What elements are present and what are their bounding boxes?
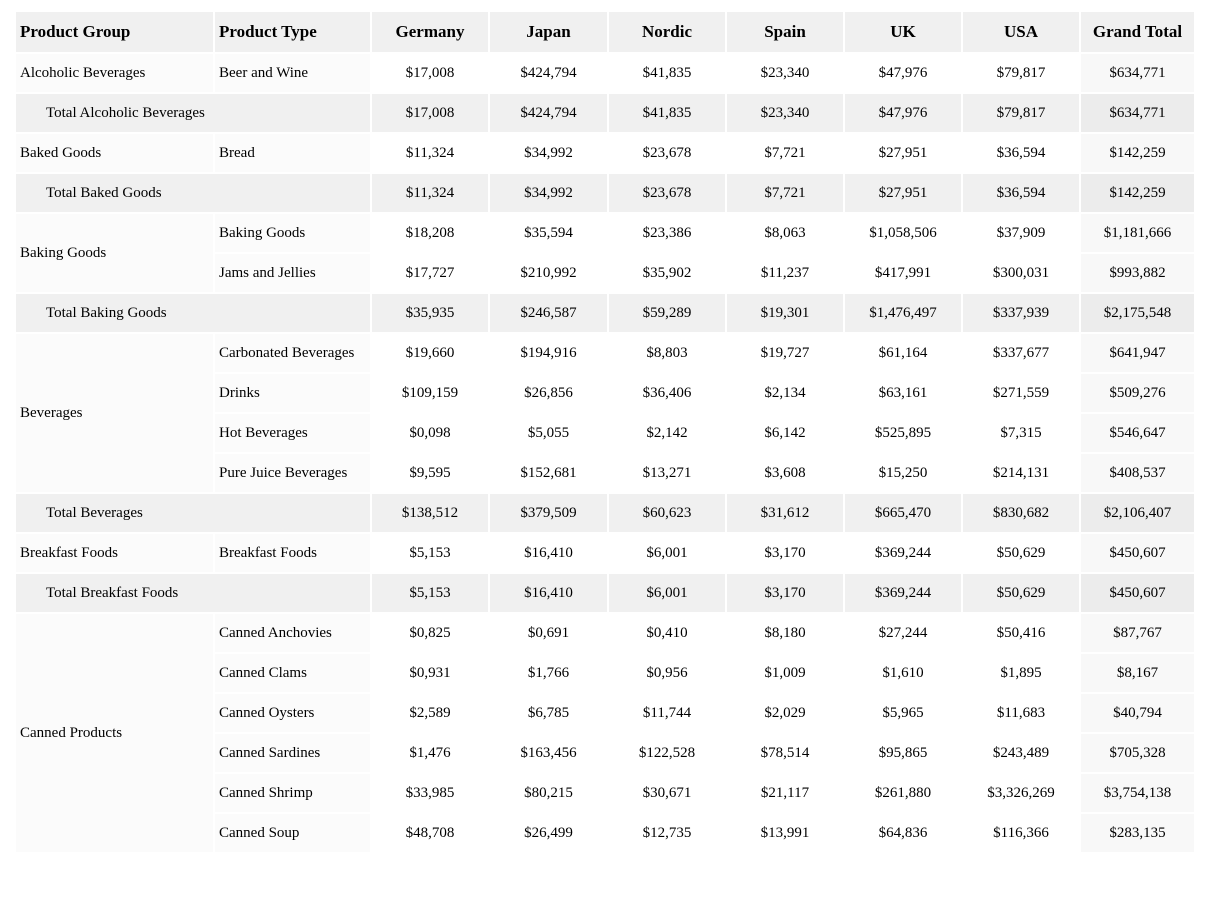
total-value-cell: $27,951 xyxy=(844,173,962,213)
total-value-cell: $34,992 xyxy=(489,173,608,213)
total-row xyxy=(15,573,1195,613)
grand-total-value-cell: $40,794 xyxy=(1080,693,1195,733)
value-cell: $194,916 xyxy=(489,333,608,373)
value-cell: $61,164 xyxy=(844,333,962,373)
value-cell: $50,629 xyxy=(962,533,1080,573)
product-type-cell: Beer and Wine xyxy=(214,53,371,93)
group-cell: Beverages xyxy=(15,333,214,493)
value-cell: $17,727 xyxy=(371,253,489,293)
value-cell: $0,691 xyxy=(489,613,608,653)
table-row xyxy=(15,333,1195,373)
value-cell: $369,244 xyxy=(844,533,962,573)
total-row xyxy=(15,173,1195,213)
grand-total-value-cell: $705,328 xyxy=(1080,733,1195,773)
total-label: Total Breakfast Foods xyxy=(15,573,371,613)
value-cell: $30,671 xyxy=(608,773,726,813)
value-cell: $33,985 xyxy=(371,773,489,813)
value-cell: $5,965 xyxy=(844,693,962,733)
value-cell: $1,009 xyxy=(726,653,844,693)
total-value-cell: $369,244 xyxy=(844,573,962,613)
value-cell: $5,153 xyxy=(371,533,489,573)
value-cell: $1,610 xyxy=(844,653,962,693)
value-cell: $1,476 xyxy=(371,733,489,773)
total-value-cell: $5,153 xyxy=(371,573,489,613)
total-value-cell: $379,509 xyxy=(489,493,608,533)
grand-total-value-cell: $8,167 xyxy=(1080,653,1195,693)
column-header-product-group: Product Group xyxy=(15,11,214,53)
total-row xyxy=(15,493,1195,533)
grand-total-value-cell: $283,135 xyxy=(1080,813,1195,853)
product-type-cell: Carbonated Beverages xyxy=(214,333,371,373)
column-header-product-type: Product Type xyxy=(214,11,371,53)
group-cell: Breakfast Foods xyxy=(15,533,214,573)
table-row xyxy=(15,133,1195,173)
value-cell: $26,499 xyxy=(489,813,608,853)
grand-total-value-cell: $509,276 xyxy=(1080,373,1195,413)
grand-total-value-cell: $641,947 xyxy=(1080,333,1195,373)
grand-total-value-cell: $993,882 xyxy=(1080,253,1195,293)
column-header-uk: UK xyxy=(844,11,962,53)
value-cell: $63,161 xyxy=(844,373,962,413)
header-row xyxy=(15,11,1195,53)
value-cell: $6,001 xyxy=(608,533,726,573)
grand-total-value-cell: $1,181,666 xyxy=(1080,213,1195,253)
group-cell: Baking Goods xyxy=(15,213,214,293)
value-cell: $47,976 xyxy=(844,53,962,93)
value-cell: $80,215 xyxy=(489,773,608,813)
value-cell: $11,744 xyxy=(608,693,726,733)
value-cell: $19,727 xyxy=(726,333,844,373)
product-type-cell: Drinks xyxy=(214,373,371,413)
grand-total-value-cell: $450,607 xyxy=(1080,533,1195,573)
grand-total-value-cell: $450,607 xyxy=(1080,573,1195,613)
product-type-cell: Canned Clams xyxy=(214,653,371,693)
value-cell: $8,803 xyxy=(608,333,726,373)
total-value-cell: $830,682 xyxy=(962,493,1080,533)
value-cell: $9,595 xyxy=(371,453,489,493)
product-type-cell: Baking Goods xyxy=(214,213,371,253)
value-cell: $11,324 xyxy=(371,133,489,173)
value-cell: $13,271 xyxy=(608,453,726,493)
total-label: Total Baking Goods xyxy=(15,293,371,333)
total-row xyxy=(15,293,1195,333)
value-cell: $525,895 xyxy=(844,413,962,453)
value-cell: $50,416 xyxy=(962,613,1080,653)
grand-total-value-cell: $634,771 xyxy=(1080,93,1195,133)
product-type-cell: Pure Juice Beverages xyxy=(214,453,371,493)
value-cell: $109,159 xyxy=(371,373,489,413)
value-cell: $19,660 xyxy=(371,333,489,373)
value-cell: $15,250 xyxy=(844,453,962,493)
value-cell: $27,244 xyxy=(844,613,962,653)
total-value-cell: $59,289 xyxy=(608,293,726,333)
grand-total-value-cell: $142,259 xyxy=(1080,173,1195,213)
grand-total-value-cell: $142,259 xyxy=(1080,133,1195,173)
total-value-cell: $31,612 xyxy=(726,493,844,533)
total-value-cell: $60,623 xyxy=(608,493,726,533)
product-type-cell: Canned Shrimp xyxy=(214,773,371,813)
value-cell: $13,991 xyxy=(726,813,844,853)
value-cell: $3,326,269 xyxy=(962,773,1080,813)
total-label: Total Beverages xyxy=(15,493,371,533)
value-cell: $23,340 xyxy=(726,53,844,93)
total-value-cell: $50,629 xyxy=(962,573,1080,613)
group-cell: Canned Products xyxy=(15,613,214,853)
total-value-cell: $36,594 xyxy=(962,173,1080,213)
total-value-cell: $424,794 xyxy=(489,93,608,133)
product-type-cell: Bread xyxy=(214,133,371,173)
grand-total-value-cell: $546,647 xyxy=(1080,413,1195,453)
total-value-cell: $7,721 xyxy=(726,173,844,213)
value-cell: $0,931 xyxy=(371,653,489,693)
value-cell: $163,456 xyxy=(489,733,608,773)
group-cell: Alcoholic Beverages xyxy=(15,53,214,93)
value-cell: $0,825 xyxy=(371,613,489,653)
total-value-cell: $47,976 xyxy=(844,93,962,133)
value-cell: $36,406 xyxy=(608,373,726,413)
total-value-cell: $41,835 xyxy=(608,93,726,133)
total-value-cell: $23,678 xyxy=(608,173,726,213)
value-cell: $26,856 xyxy=(489,373,608,413)
value-cell: $271,559 xyxy=(962,373,1080,413)
product-type-cell: Canned Oysters xyxy=(214,693,371,733)
group-cell: Baked Goods xyxy=(15,133,214,173)
value-cell: $6,142 xyxy=(726,413,844,453)
value-cell: $2,589 xyxy=(371,693,489,733)
value-cell: $1,766 xyxy=(489,653,608,693)
value-cell: $2,029 xyxy=(726,693,844,733)
column-header-japan: Japan xyxy=(489,11,608,53)
value-cell: $261,880 xyxy=(844,773,962,813)
value-cell: $36,594 xyxy=(962,133,1080,173)
total-value-cell: $16,410 xyxy=(489,573,608,613)
value-cell: $417,991 xyxy=(844,253,962,293)
pivot-table-body xyxy=(15,53,1195,853)
total-value-cell: $35,935 xyxy=(371,293,489,333)
value-cell: $0,098 xyxy=(371,413,489,453)
product-type-cell: Canned Sardines xyxy=(214,733,371,773)
value-cell: $16,410 xyxy=(489,533,608,573)
grand-total-value-cell: $2,106,407 xyxy=(1080,493,1195,533)
value-cell: $18,208 xyxy=(371,213,489,253)
value-cell: $424,794 xyxy=(489,53,608,93)
value-cell: $5,055 xyxy=(489,413,608,453)
value-cell: $79,817 xyxy=(962,53,1080,93)
column-header-spain: Spain xyxy=(726,11,844,53)
value-cell: $6,785 xyxy=(489,693,608,733)
total-row xyxy=(15,93,1195,133)
value-cell: $35,594 xyxy=(489,213,608,253)
grand-total-value-cell: $87,767 xyxy=(1080,613,1195,653)
table-row xyxy=(15,613,1195,653)
table-row xyxy=(15,213,1195,253)
value-cell: $37,909 xyxy=(962,213,1080,253)
grand-total-value-cell: $634,771 xyxy=(1080,53,1195,93)
total-value-cell: $1,476,497 xyxy=(844,293,962,333)
product-type-cell: Jams and Jellies xyxy=(214,253,371,293)
value-cell: $337,677 xyxy=(962,333,1080,373)
total-value-cell: $3,170 xyxy=(726,573,844,613)
value-cell: $34,992 xyxy=(489,133,608,173)
value-cell: $2,134 xyxy=(726,373,844,413)
pivot-table-header xyxy=(15,11,1195,53)
column-header-usa: USA xyxy=(962,11,1080,53)
value-cell: $7,721 xyxy=(726,133,844,173)
value-cell: $12,735 xyxy=(608,813,726,853)
product-type-cell: Canned Soup xyxy=(214,813,371,853)
product-type-cell: Canned Anchovies xyxy=(214,613,371,653)
value-cell: $7,315 xyxy=(962,413,1080,453)
grand-total-value-cell: $2,175,548 xyxy=(1080,293,1195,333)
total-value-cell: $79,817 xyxy=(962,93,1080,133)
value-cell: $41,835 xyxy=(608,53,726,93)
value-cell: $8,180 xyxy=(726,613,844,653)
total-value-cell: $138,512 xyxy=(371,493,489,533)
column-header-grand-total: Grand Total xyxy=(1080,11,1195,53)
value-cell: $11,683 xyxy=(962,693,1080,733)
value-cell: $300,031 xyxy=(962,253,1080,293)
value-cell: $8,063 xyxy=(726,213,844,253)
total-value-cell: $246,587 xyxy=(489,293,608,333)
total-value-cell: $17,008 xyxy=(371,93,489,133)
total-value-cell: $11,324 xyxy=(371,173,489,213)
value-cell: $1,058,506 xyxy=(844,213,962,253)
value-cell: $23,386 xyxy=(608,213,726,253)
product-type-cell: Breakfast Foods xyxy=(214,533,371,573)
value-cell: $95,865 xyxy=(844,733,962,773)
column-header-germany: Germany xyxy=(371,11,489,53)
pivot-table xyxy=(14,10,1196,854)
value-cell: $23,678 xyxy=(608,133,726,173)
value-cell: $0,956 xyxy=(608,653,726,693)
value-cell: $78,514 xyxy=(726,733,844,773)
value-cell: $48,708 xyxy=(371,813,489,853)
value-cell: $243,489 xyxy=(962,733,1080,773)
total-value-cell: $337,939 xyxy=(962,293,1080,333)
value-cell: $210,992 xyxy=(489,253,608,293)
grand-total-value-cell: $3,754,138 xyxy=(1080,773,1195,813)
table-row xyxy=(15,53,1195,93)
total-value-cell: $19,301 xyxy=(726,293,844,333)
value-cell: $122,528 xyxy=(608,733,726,773)
total-value-cell: $665,470 xyxy=(844,493,962,533)
value-cell: $2,142 xyxy=(608,413,726,453)
grand-total-value-cell: $408,537 xyxy=(1080,453,1195,493)
value-cell: $1,895 xyxy=(962,653,1080,693)
value-cell: $0,410 xyxy=(608,613,726,653)
value-cell: $214,131 xyxy=(962,453,1080,493)
value-cell: $21,117 xyxy=(726,773,844,813)
total-label: Total Alcoholic Beverages xyxy=(15,93,371,133)
value-cell: $152,681 xyxy=(489,453,608,493)
value-cell: $3,170 xyxy=(726,533,844,573)
total-value-cell: $23,340 xyxy=(726,93,844,133)
total-value-cell: $6,001 xyxy=(608,573,726,613)
value-cell: $116,366 xyxy=(962,813,1080,853)
value-cell: $3,608 xyxy=(726,453,844,493)
value-cell: $35,902 xyxy=(608,253,726,293)
value-cell: $11,237 xyxy=(726,253,844,293)
column-header-nordic: Nordic xyxy=(608,11,726,53)
table-row xyxy=(15,533,1195,573)
product-type-cell: Hot Beverages xyxy=(214,413,371,453)
total-label: Total Baked Goods xyxy=(15,173,371,213)
value-cell: $17,008 xyxy=(371,53,489,93)
value-cell: $27,951 xyxy=(844,133,962,173)
value-cell: $64,836 xyxy=(844,813,962,853)
